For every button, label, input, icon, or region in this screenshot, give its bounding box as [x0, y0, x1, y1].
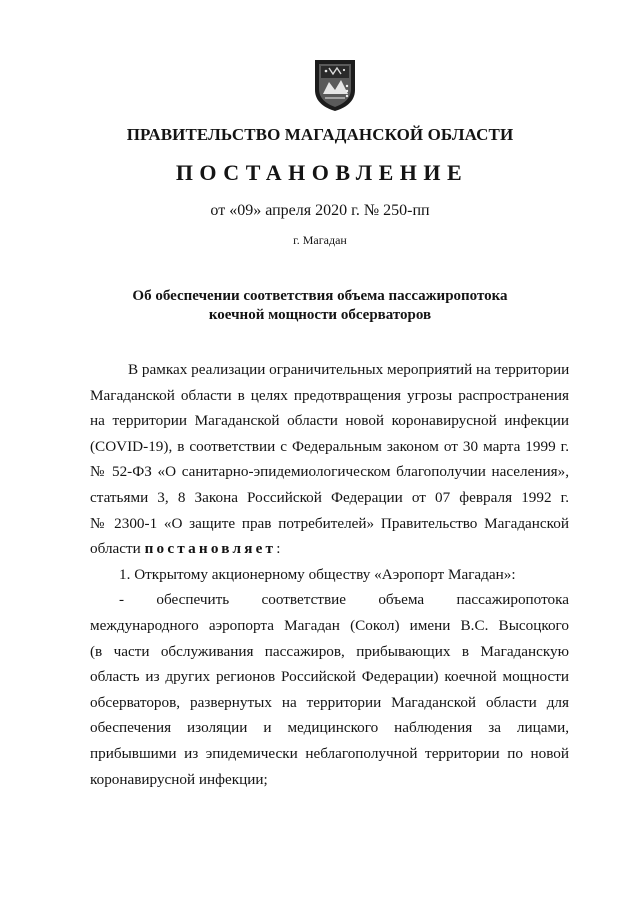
clause-line: область из других регионов Российской Федерации) коечной мощности [90, 668, 569, 686]
body-line: Магаданской области в целях предотвращения угрозы распространения [90, 386, 569, 404]
body-line: (COVID-19), в соответствии с Федеральным законом от 30 марта 1999 г. [90, 437, 569, 455]
resolution-prefix: области [90, 540, 145, 558]
resolution-suffix: : [276, 540, 281, 558]
document-type: ПОСТАНОВЛЕНИЕ [175, 160, 469, 185]
clause-line: прибывшими из эпидемически неблагополучной территории по новой [90, 744, 569, 762]
body-line: статьями 3, 8 Закона Российской Федерации от 07 февраля 1992 г. [90, 488, 569, 506]
body-line: В рамках реализации ограничительных мероприятий на территории [128, 361, 570, 378]
clause-line: коронавирусной инфекции; [90, 770, 268, 788]
coat-of-arms-icon [313, 58, 357, 112]
document-place: г. Магадан [293, 233, 347, 247]
subject-line-1: Об обеспечении соответствия объема пассажиропотока [132, 288, 508, 304]
body-line: на территории Магаданской области новой коронавирусной инфекции [90, 412, 569, 430]
clause-line: обсерваторов, развернутых на территории Магаданской области для [90, 693, 569, 711]
government-title: ПРАВИТЕЛЬСТВО МАГАДАНСКОЙ ОБЛАСТИ [126, 125, 514, 144]
clause-line: международного аэропорта Магадан (Сокол) имени В.С. Высоцкого [90, 616, 569, 634]
clause-line: (в части обслуживания пассажиров, прибывающих в Магаданскую [90, 642, 569, 660]
body-line-resolution [90, 536, 569, 562]
body-line: № 2300-1 «О защите прав потребителей» Правительство Магаданской [90, 514, 569, 532]
clause-line: - обеспечить соответствие объема пассажиропотока [119, 591, 569, 609]
body-line: № 52-ФЗ «О санитарно-эпидемиологическом благополучии населения», [90, 463, 569, 481]
clause-line: обеспечения изоляции и медицинского наблюдения за лицами, [90, 719, 569, 737]
document-date-number: от «09» апреля 2020 г. № 250-пп [210, 202, 430, 219]
subject-line-2: коечной мощности обсерваторов [208, 307, 432, 323]
document-subject [0, 287, 640, 325]
resolution-keyword: постановляет [144, 540, 277, 558]
clause-1-heading: 1. Открытому акционерному обществу «Аэропорт Магадан»: [119, 565, 516, 583]
document-body [90, 357, 569, 792]
